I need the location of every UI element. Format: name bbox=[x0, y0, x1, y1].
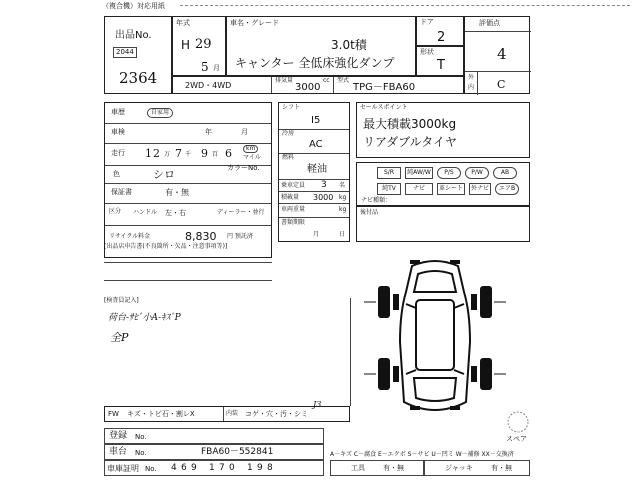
mileage-digit: 7 bbox=[175, 147, 182, 160]
aftermarket-label: 後付品 bbox=[360, 209, 379, 216]
tool-value: 有・無 bbox=[383, 464, 404, 472]
mileage-digit: 1 bbox=[145, 147, 152, 160]
sales-points-label: セールスポイント bbox=[360, 104, 408, 111]
cert-row bbox=[104, 460, 324, 476]
history-label: 車歴 bbox=[111, 108, 125, 116]
sales-point-1: 最大積載3000kg bbox=[363, 117, 457, 131]
inspection-month-unit: 月 bbox=[241, 128, 248, 136]
score-divider-2 bbox=[465, 71, 531, 72]
score-label: 評価点 bbox=[479, 19, 500, 27]
document-day: 日 bbox=[339, 231, 346, 238]
sales-points bbox=[356, 102, 530, 158]
equip-side-airbag: エアB bbox=[495, 183, 519, 195]
score-divider bbox=[465, 31, 531, 32]
color-no-label: カラーNo. bbox=[227, 164, 260, 172]
tool-label: 工具 bbox=[351, 464, 365, 472]
mileage-unit-km: km bbox=[243, 145, 258, 153]
model-month-unit: 月 bbox=[213, 64, 220, 72]
seat-label: 内装 bbox=[226, 410, 239, 417]
inspection-label: 車検 bbox=[111, 128, 125, 136]
model-year-era: H bbox=[181, 38, 191, 52]
load-label: 積載量 bbox=[281, 194, 300, 201]
stamp: J3 bbox=[313, 400, 322, 409]
fw-row bbox=[104, 400, 350, 422]
capacity-label: 乗車定員 bbox=[281, 182, 306, 189]
weight-unit: kg bbox=[339, 206, 347, 213]
dims-digit: 8 bbox=[267, 463, 273, 473]
dealer-label: ディーラー・並行 bbox=[217, 209, 265, 216]
header-rule bbox=[180, 5, 630, 6]
load-value: 3000 bbox=[313, 193, 334, 202]
seat-value: コゲ・穴・汚・シミ bbox=[245, 410, 308, 418]
model-year-label: 年式 bbox=[176, 19, 190, 27]
vehicle-line1: 3.0t積 bbox=[331, 38, 367, 52]
equip-leather: 革シート bbox=[437, 183, 465, 195]
equipment-box bbox=[356, 162, 530, 206]
mileage-sep: 万 bbox=[164, 151, 171, 158]
vehicle-line2: キャンター 全低床強化ダンプ bbox=[235, 56, 395, 70]
score-interior-label: 内 bbox=[468, 84, 475, 91]
displacement-label: 排気量 bbox=[275, 77, 294, 84]
color-label: 色 bbox=[113, 170, 120, 178]
score-interior-value: C bbox=[497, 78, 506, 91]
type-sep bbox=[333, 77, 334, 93]
chassis-value: FBA60－552841 bbox=[201, 447, 274, 457]
shift-label: シフト bbox=[282, 104, 301, 111]
recycle-value: 8,830 bbox=[185, 230, 217, 243]
shape-value: T bbox=[437, 58, 445, 73]
form-type: （複合機）対応用紙 bbox=[102, 2, 165, 10]
cert-label: 車庫証明 bbox=[107, 464, 139, 473]
left-fields bbox=[104, 102, 272, 258]
inspector-note-1: 荷台-ｻﾋﾞ小A-ｷｽﾞP bbox=[108, 313, 181, 323]
mileage-digit: 6 bbox=[225, 147, 232, 160]
drive-value: 2WD・4WD bbox=[185, 81, 232, 90]
capacity-value: 3 bbox=[321, 180, 327, 190]
spare-label: スペア bbox=[506, 435, 527, 443]
score-box bbox=[464, 16, 530, 94]
drive-row bbox=[172, 76, 464, 94]
doors-value: 2 bbox=[437, 30, 446, 45]
capacity-unit: 名 bbox=[339, 182, 346, 189]
jack-box bbox=[424, 460, 530, 476]
jack-value: 有・無 bbox=[491, 464, 512, 472]
weight-label: 車両重量 bbox=[281, 206, 306, 213]
tool-box bbox=[330, 460, 424, 476]
ac-value: AC bbox=[309, 139, 323, 150]
equip-power-window: P/W bbox=[465, 167, 489, 179]
dims-digit: 1 bbox=[247, 463, 253, 473]
dims-digit: 9 bbox=[191, 463, 197, 473]
model-year-box bbox=[172, 16, 226, 76]
model-year-value: 29 bbox=[195, 37, 212, 52]
type-label: 型式 bbox=[337, 77, 350, 84]
handle-label: ハンドル bbox=[133, 209, 158, 216]
dims-digit: 9 bbox=[257, 463, 263, 473]
vehicle-label: 車名・グレード bbox=[230, 19, 279, 27]
chassis-row bbox=[104, 444, 324, 460]
spare-tire-icon bbox=[506, 410, 530, 434]
ac-label: 冷房 bbox=[282, 130, 295, 137]
equip-tv: 純TV bbox=[377, 183, 401, 195]
load-unit: kg bbox=[339, 194, 347, 201]
doors-box bbox=[416, 16, 464, 46]
equip-airbag: AB bbox=[493, 167, 517, 179]
lot-badge: 2044 bbox=[113, 47, 137, 58]
mid-fields bbox=[278, 102, 350, 242]
equip-navi: ナビ bbox=[405, 183, 433, 195]
warranty-label: 保証書 bbox=[111, 188, 132, 196]
mileage-digit: 2 bbox=[153, 147, 160, 160]
jack-label: ジャッキ bbox=[445, 464, 473, 472]
color-value: シロ bbox=[153, 168, 175, 181]
mileage-sep: 千 bbox=[185, 151, 192, 158]
shift-value: I5 bbox=[311, 115, 321, 126]
doors-label: ドア bbox=[420, 18, 434, 26]
inspection-year-unit: 年 bbox=[205, 128, 212, 136]
mileage-sep: 百 bbox=[212, 151, 219, 158]
lot-number: 2364 bbox=[119, 69, 158, 87]
dims-digit: 7 bbox=[219, 463, 225, 473]
mileage-unit-mile: マイル bbox=[243, 154, 261, 161]
inspector-label: [検査員記入] bbox=[104, 297, 139, 304]
score-vert bbox=[477, 71, 478, 95]
shape-label: 形状 bbox=[420, 48, 434, 56]
notes-right-border bbox=[350, 298, 351, 406]
displacement-unit: cc bbox=[323, 77, 330, 84]
dims-digit: 4 bbox=[171, 463, 177, 473]
fw-label: FW bbox=[108, 410, 119, 418]
recycle-unit: 円 預託済 bbox=[227, 233, 253, 240]
navi-kind-label: ナビ種類： bbox=[361, 197, 392, 204]
dims-digit: 1 bbox=[209, 463, 215, 473]
lot-box bbox=[104, 16, 172, 94]
kind-label: 区分 bbox=[109, 208, 122, 215]
inspector-note-2: 全P bbox=[110, 331, 129, 344]
equip-power-steering: P/S bbox=[437, 167, 461, 179]
fuel-value: 軽油 bbox=[307, 164, 327, 175]
fw-value: キズ・トビ石・割レX bbox=[127, 410, 195, 418]
equip-sunroof: S/R bbox=[377, 167, 401, 179]
score-value: 4 bbox=[497, 45, 507, 63]
vehicle-box bbox=[226, 16, 416, 76]
mileage-digit: 9 bbox=[201, 147, 208, 160]
notes-label: [出品店申告書(不良箇所・欠品・注意事項等)] bbox=[104, 243, 228, 250]
reg-label: 登録 bbox=[109, 431, 128, 441]
chassis-label: 車台 bbox=[109, 447, 128, 457]
score-exterior-label: 外 bbox=[468, 74, 475, 81]
equip-alloy: 純AW/W bbox=[405, 167, 433, 179]
model-month-value: 5 bbox=[201, 60, 209, 74]
mileage-label: 走行 bbox=[111, 149, 125, 157]
dims-digit: 6 bbox=[181, 463, 187, 473]
car-diagram bbox=[360, 252, 510, 422]
shape-box bbox=[416, 46, 464, 76]
document-month: 月 bbox=[313, 231, 320, 238]
chassis-no: No. bbox=[135, 449, 147, 457]
reg-row bbox=[104, 428, 324, 444]
equip-ext-navi: 外ナビ bbox=[469, 183, 491, 195]
drive-sep bbox=[271, 77, 272, 93]
lot-label: 出品No. bbox=[115, 30, 152, 41]
reg-no: No. bbox=[135, 433, 147, 441]
aftermarket-box bbox=[356, 206, 530, 242]
cert-no: No. bbox=[145, 465, 157, 473]
document-label: 書類期限 bbox=[281, 219, 306, 226]
damage-legend: A－キズ C－腐食 E－エクボ S－サビ U－凹ミ W－補修 XX－交換済 bbox=[330, 451, 514, 458]
fuel-label: 燃料 bbox=[282, 154, 295, 161]
handle-value: 左・右 bbox=[165, 209, 186, 217]
displacement-value: 3000 bbox=[295, 82, 321, 93]
type-value: TPG－FBA60 bbox=[353, 82, 416, 93]
recycle-label: リサイクル料金 bbox=[109, 233, 151, 240]
warranty-value: 有・無 bbox=[165, 188, 189, 197]
dims-digit: 0 bbox=[229, 463, 235, 473]
history-value: 自家用 bbox=[147, 108, 173, 118]
sales-point-2: リアダブルタイヤ bbox=[363, 135, 457, 149]
